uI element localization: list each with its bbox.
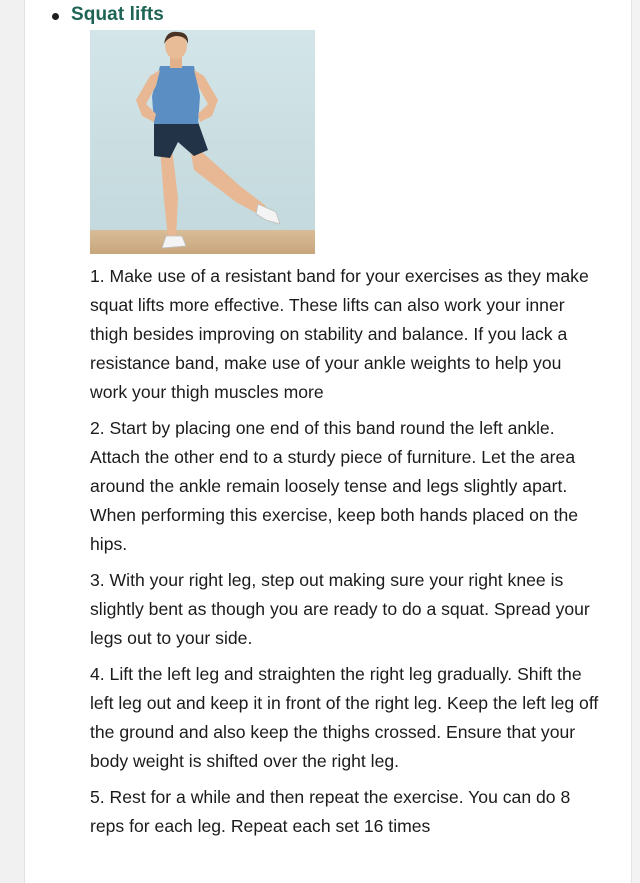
right-scroll-edge	[631, 0, 640, 883]
step-2: 2. Start by placing one end of this band round the left ankle. Attach the other end to a sturdy piece of furniture. Let the area around the ankle remain loosely tense and legs slightly apart. When performing this exercise, keep both hands placed on the hips.	[90, 418, 579, 554]
section-heading-row	[52, 2, 164, 28]
step-5: 5. Rest for a while and then repeat the exercise. You can do 8 reps for each leg. Repeat each set 16 times	[90, 787, 571, 836]
step-3: 3. With your right leg, step out making sure your right knee is slightly bent as though you are ready to do a squat. Spread your legs out to your side.	[90, 570, 590, 648]
exercise-photo	[90, 30, 315, 254]
bullet-icon	[52, 13, 59, 20]
step-4: 4. Lift the left leg and straighten the right leg gradually. Shift the left leg out and keep it in front of the right leg. Keep the left leg off the ground and also keep the thighs crossed. Ensure that your body weight is shifted over the right leg.	[90, 664, 599, 771]
section-heading: Squat lifts	[71, 4, 164, 25]
left-page-gutter	[0, 0, 25, 883]
step-1: 1. Make use of a resistant band for your exercises as they make squat lifts more effective. These lifts can also work your inner thigh besides improving on stability and balance. If you lack a resistance band, make use of your ankle weights to help you work your thigh muscles more	[90, 266, 589, 402]
instruction-steps	[90, 262, 602, 848]
